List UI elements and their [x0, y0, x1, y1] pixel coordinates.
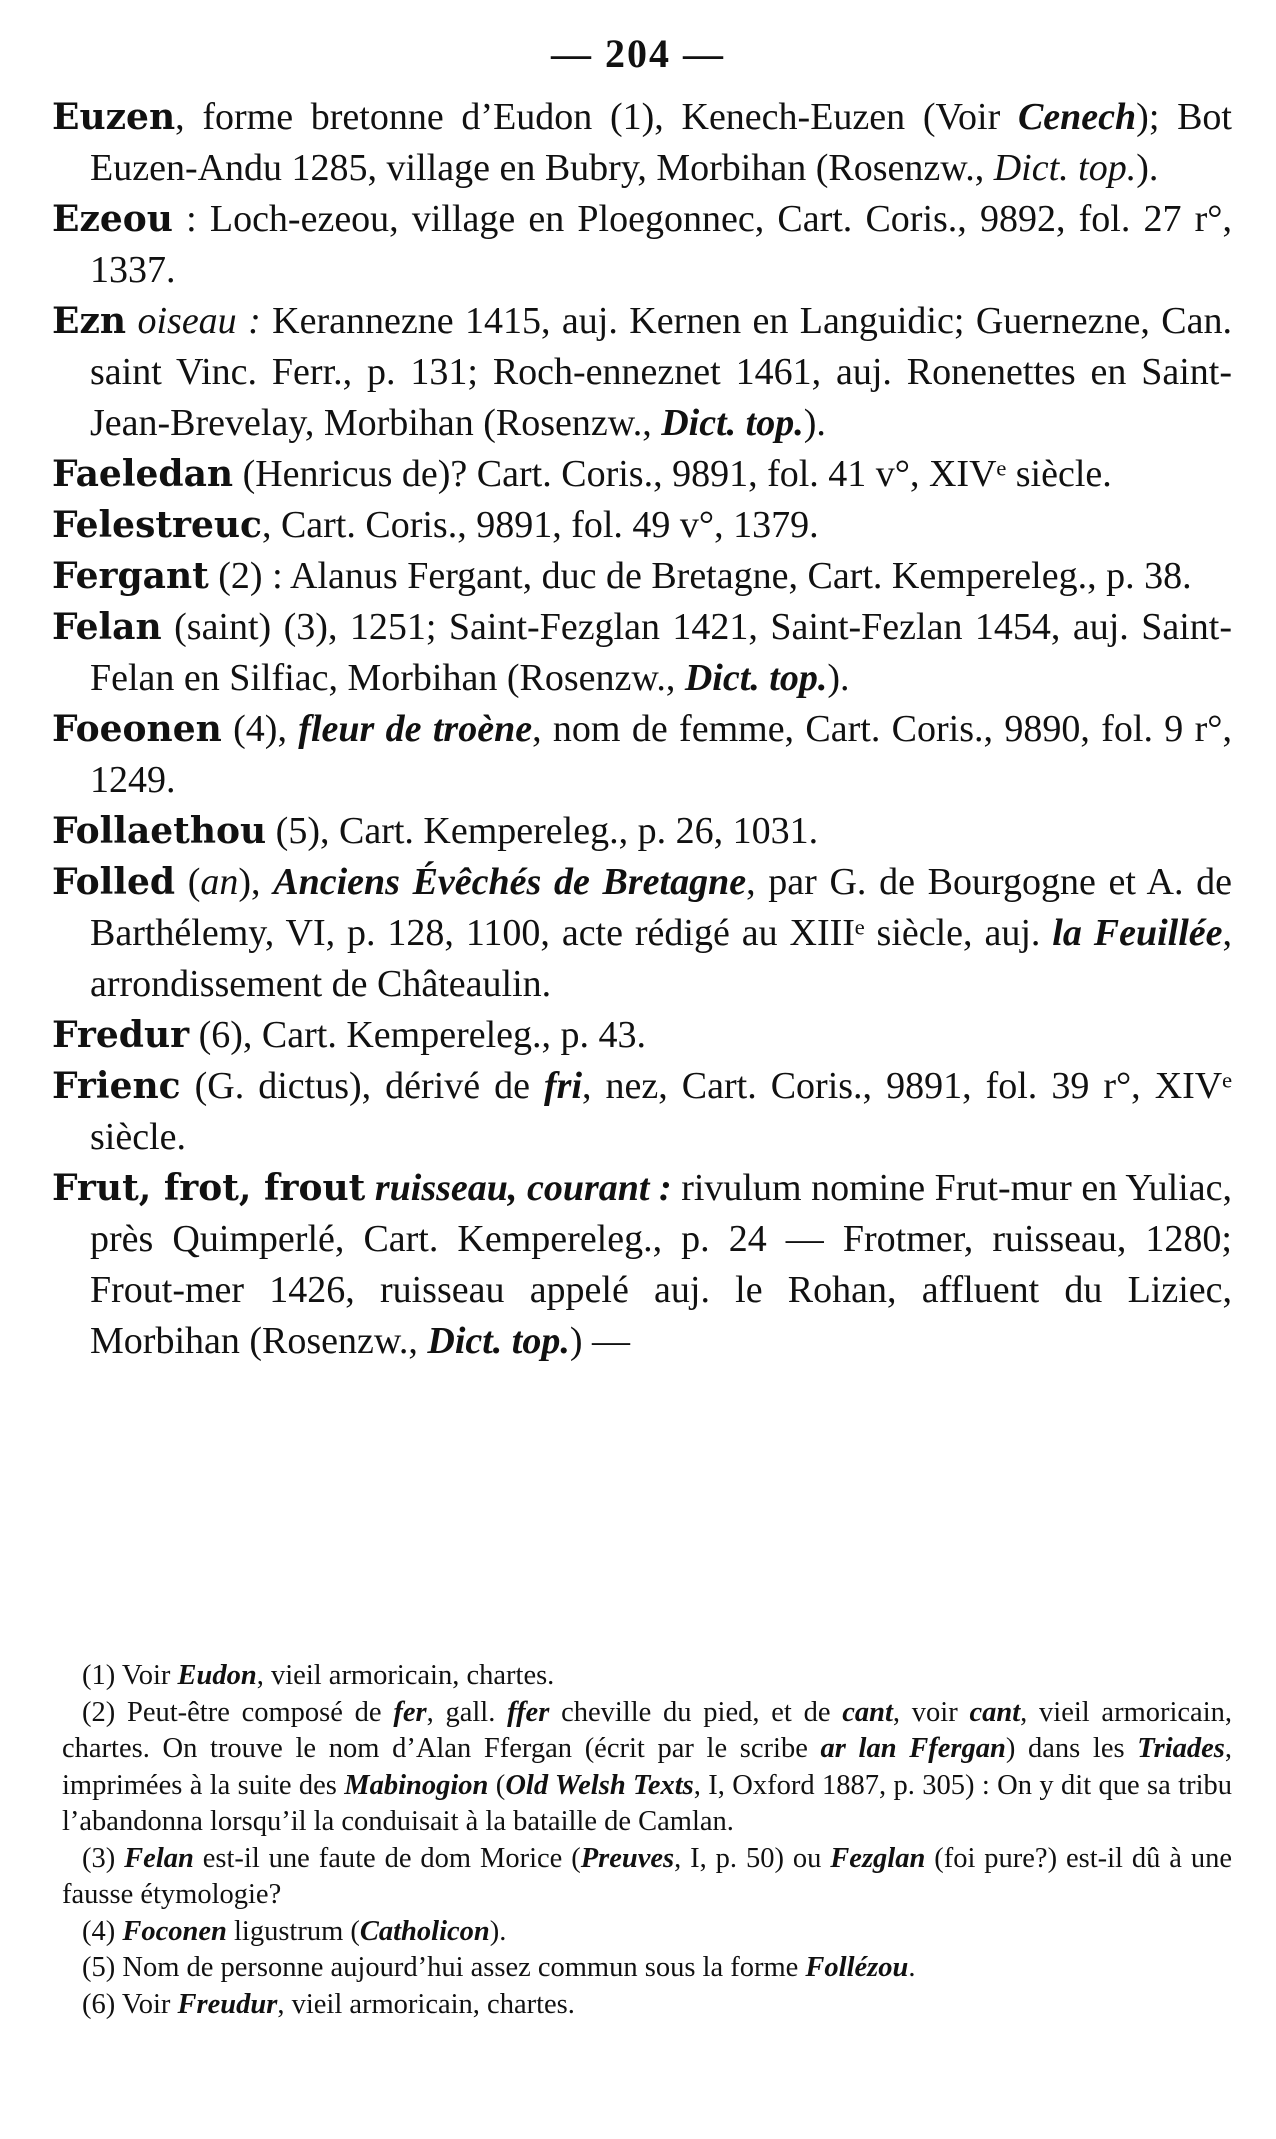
- headword: Frut, frot, frout: [52, 1167, 366, 1209]
- page-number: — 204 —: [551, 31, 725, 76]
- entry-fredur: Fredur (6), Cart. Kempereleg., p. 43.: [52, 1014, 647, 1056]
- entry-fergant: Fergant (2) : Alanus Fergant, duc de Bretagne, Cart. Kempereleg., p. 38.: [52, 555, 1192, 597]
- footnote-number: (5): [82, 1952, 116, 1983]
- footnote-5: (5) Nom de personne aujourd’hui assez commun sous la forme Follézou.: [82, 1952, 916, 1983]
- footnote-number: (2): [82, 1696, 116, 1728]
- headword: Felan: [52, 606, 162, 648]
- footnote-2: (2) Peut-être composé de fer, gall. ffer cheville du pied, et de cant, voir cant, vieil armoricain, chartes. On trouve le nom d’Alan Ffergan (écrit par le scribe ar lan Ffergan) dans les Triades, imprimées à la suite des Mabinogion (Old Welsh Texts, I, Oxford 1887, p. 305) : On y dit que sa tribu l’abandonna lorsqu’il la conduisait à la bataille de Camlan.: [62, 1696, 1233, 1837]
- entry-ezn: Ezn oiseau : Kerannezne 1415, auj. Kernen en Languidic; Guernezne, Can. saint Vinc. Ferr., p. 131; Roch-enneznet 1461, auj. Ronenettes en Saint-Jean-Brevelay, Morbihan (Rosenzw., Dict. top.).: [52, 300, 1233, 444]
- headword: Foeonen: [52, 708, 222, 750]
- footnotes: [62, 1658, 1232, 2023]
- footnote-6: (6) Voir Freudur, vieil armoricain, chartes.: [82, 1988, 575, 2020]
- entry-felan: Felan (saint) (3), 1251; Saint-Fezglan 1421, Saint-Fezlan 1454, auj. Saint-Felan en Silfiac, Morbihan (Rosenzw., Dict. top.).: [52, 606, 1232, 699]
- footnote-number: (6): [82, 1988, 116, 2020]
- headword: Fredur: [52, 1014, 190, 1056]
- dictionary-entries: [52, 92, 1232, 1367]
- headword: Folled: [52, 861, 176, 903]
- entry-euzen: Euzen, forme bretonne d’Eudon (1), Kenech-Euzen (Voir Cenech); Bot Euzen-Andu 1285, village en Bubry, Morbihan (Rosenzw., Dict. top.).: [52, 96, 1232, 189]
- headword: Ezeou: [52, 198, 173, 240]
- entry-follaethou: Follaethou (5), Cart. Kempereleg., p. 26, 1031.: [52, 810, 819, 852]
- entry-felestreuc: Felestreuc, Cart. Coris., 9891, fol. 49 v°, 1379.: [52, 504, 819, 546]
- entry-folled: Folled (an), Anciens Évêchés de Bretagne, par G. de Bourgogne et A. de Barthélemy, VI, p. 128, 1100, acte rédigé au XIIIᵉ siècle, auj. la Feuillée, arrondissement de Châteaulin.: [52, 861, 1233, 1005]
- headword: Faeledan: [52, 453, 234, 495]
- headword: Felestreuc: [52, 504, 262, 546]
- headword: Frienc: [52, 1065, 181, 1107]
- headword: Fergant: [52, 555, 209, 597]
- footnote-number: (4): [82, 1915, 116, 1947]
- headword: Follaethou: [52, 810, 267, 852]
- footnote-3: (3) Felan est-il une faute de dom Morice (Preuves, I, p. 50) ou Fezglan (foi pure?) est-il dû à une fausse étymologie?: [62, 1842, 1233, 1910]
- footnote-4: (4) Foconen ligustrum (Catholicon).: [82, 1915, 507, 1947]
- entry-frut: Frut, frot, frout ruisseau, courant : rivulum nomine Frut-mur en Yuliac, près Quimperlé, Cart. Kempereleg., p. 24 — Frotmer, ruisseau, 1280; Frout-mer 1426, ruisseau appelé auj. le Rohan, affluent du Liziec, Morbihan (Rosenzw., Dict. top.) —: [52, 1167, 1232, 1362]
- entry-foeonen: Foeonen (4), fleur de troène, nom de femme, Cart. Coris., 9890, fol. 9 r°, 1249.: [52, 708, 1232, 801]
- headword: Euzen: [52, 96, 176, 138]
- footnote-number: (3): [82, 1842, 116, 1874]
- headword: Ezn: [52, 300, 127, 342]
- entry-frienc: Frienc (G. dictus), dérivé de fri, nez, Cart. Coris., 9891, fol. 39 r°, XIVᵉ siècle.: [52, 1065, 1232, 1158]
- entry-faeledan: Faeledan (Henricus de)? Cart. Coris., 9891, fol. 41 v°, XIVᵉ siècle.: [52, 453, 1112, 495]
- entry-ezeou: Ezeou : Loch-ezeou, village en Ploegonnec, Cart. Coris., 9892, fol. 27 r°, 1337.: [52, 198, 1232, 291]
- footnote-1: (1) Voir Eudon, vieil armoricain, chartes.: [82, 1660, 555, 1691]
- footnote-number: (1): [82, 1660, 116, 1691]
